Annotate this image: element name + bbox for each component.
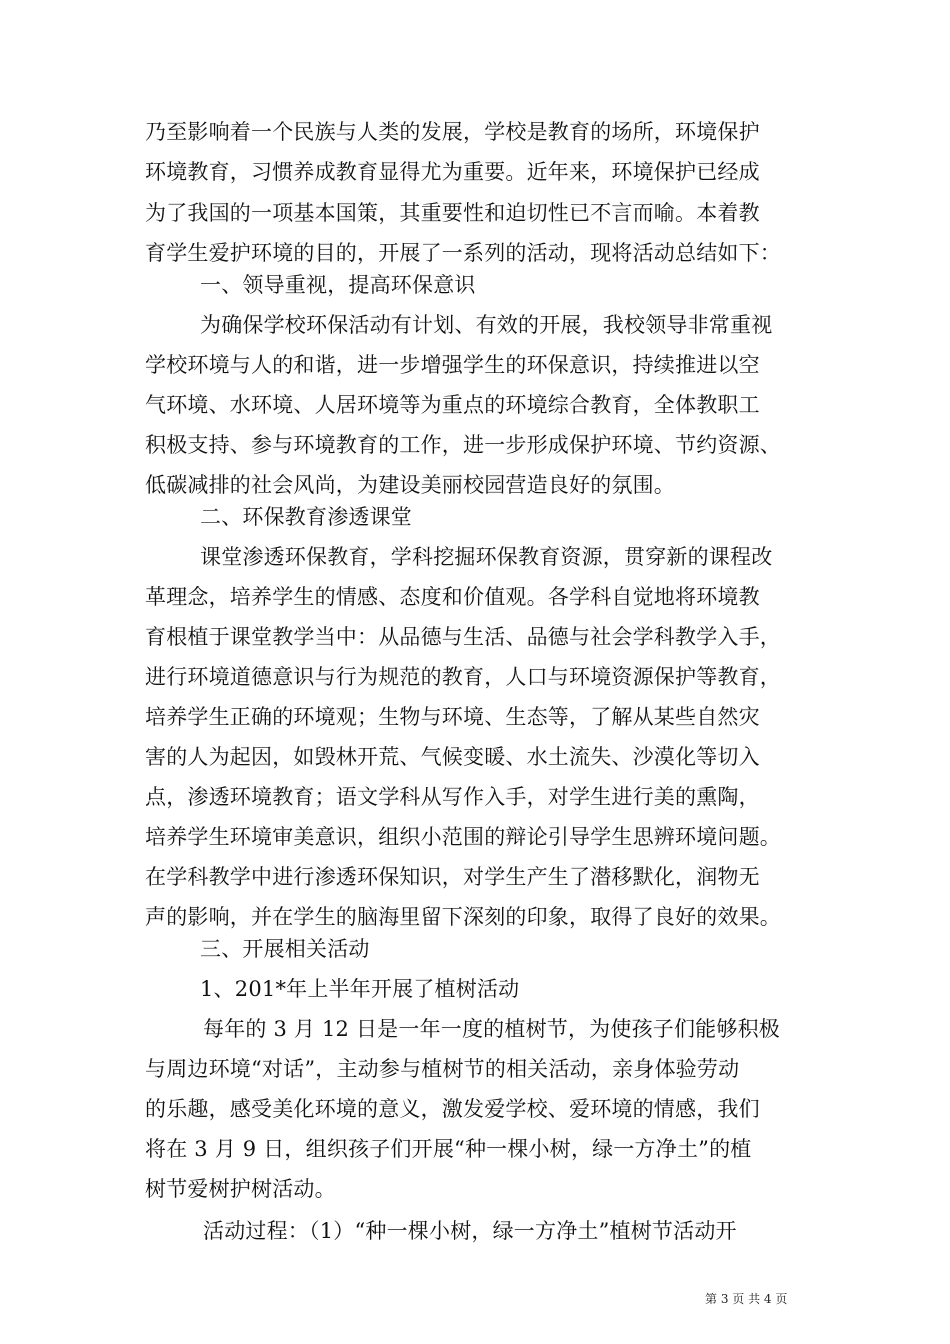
body-text-line: 每年的 3 月 12 日是一年一度的植树节，为使孩子们能够积极 [203,1017,780,1041]
body-text-line: 的乐趣，感受美化环境的意义，激发爱学校、爱环境的情感，我们 [145,1097,760,1121]
body-text-line: 将在 3 月 9 日，组织孩子们开展“种一棵小树，绿一方净土”的植 [145,1137,752,1161]
body-text-line: 低碳减排的社会风尚，为建设美丽校园营造良好的氛围。 [145,473,675,497]
body-text-line: 进行环境道德意识与行为规范的教育，人口与环境资源保护等教育， [145,665,781,689]
page-number-footer: 第 3 页 共 4 页 [705,1292,788,1306]
body-text-line: 在学科教学中进行渗透环保知识，对学生产生了潜移默化，润物无 [145,865,760,889]
body-text-line: 为了我国的一项基本国策，其重要性和迫切性已不言而喻。本着教 [145,201,760,225]
body-text-line: 与周边环境“对话”，主动参与植树节的相关活动，亲身体验劳动 [145,1057,740,1081]
body-text-line: 点，渗透环境教育；语文学科从写作入手，对学生进行美的熏陶， [145,785,760,809]
body-text-line: 为确保学校环保活动有计划、有效的开展，我校领导非常重视 [200,313,773,337]
body-text-line: 育学生爱护环境的目的，开展了一系列的活动，现将活动总结如下： [145,241,781,265]
body-text-line: 害的人为起因，如毁林开荒、气候变暖、水土流失、沙漠化等切入 [145,745,760,769]
body-text-line: 环境教育，习惯养成教育显得尤为重要。近年来，环境保护已经成 [145,160,760,184]
body-text-line: 培养学生环境审美意识，组织小范围的辩论引导学生思辨环境问题。 [145,825,781,849]
body-text-line: 育根植于课堂教学当中：从品德与生活、品德与社会学科教学入手， [145,625,781,649]
section-heading: 二、环保教育渗透课堂 [200,505,412,529]
section-heading: 一、领导重视，提高环保意识 [200,273,476,297]
sub-heading: 1、201*年上半年开展了植树活动 [200,977,520,1001]
section-heading: 三、开展相关活动 [200,937,370,961]
body-text-line: 积极支持、参与环境教育的工作，进一步形成保护环境、节约资源、 [145,433,781,457]
body-text-line: 培养学生正确的环境观；生物与环境、生态等，了解从某些自然灾 [145,705,760,729]
body-text-line: 革理念，培养学生的情感、态度和价值观。各学科自觉地将环境教 [145,585,760,609]
body-text-line: 气环境、水环境、人居环境等为重点的环境综合教育，全体教职工 [145,393,760,417]
body-text-line: 树节爱树护树活动。 [145,1177,336,1201]
body-text-line: 乃至影响着一个民族与人类的发展，学校是教育的场所，环境保护 [145,120,760,144]
body-text-line: 课堂渗透环保教育，学科挖掘环保教育资源，贯穿新的课程改 [200,545,773,569]
body-text-line: 声的影响，并在学生的脑海里留下深刻的印象，取得了良好的效果。 [145,905,781,929]
body-text-line: 活动过程：（1）“种一棵小树，绿一方净土”植树节活动开 [203,1219,737,1243]
body-text-line: 学校环境与人的和谐，进一步增强学生的环保意识，持续推进以空 [145,353,760,377]
